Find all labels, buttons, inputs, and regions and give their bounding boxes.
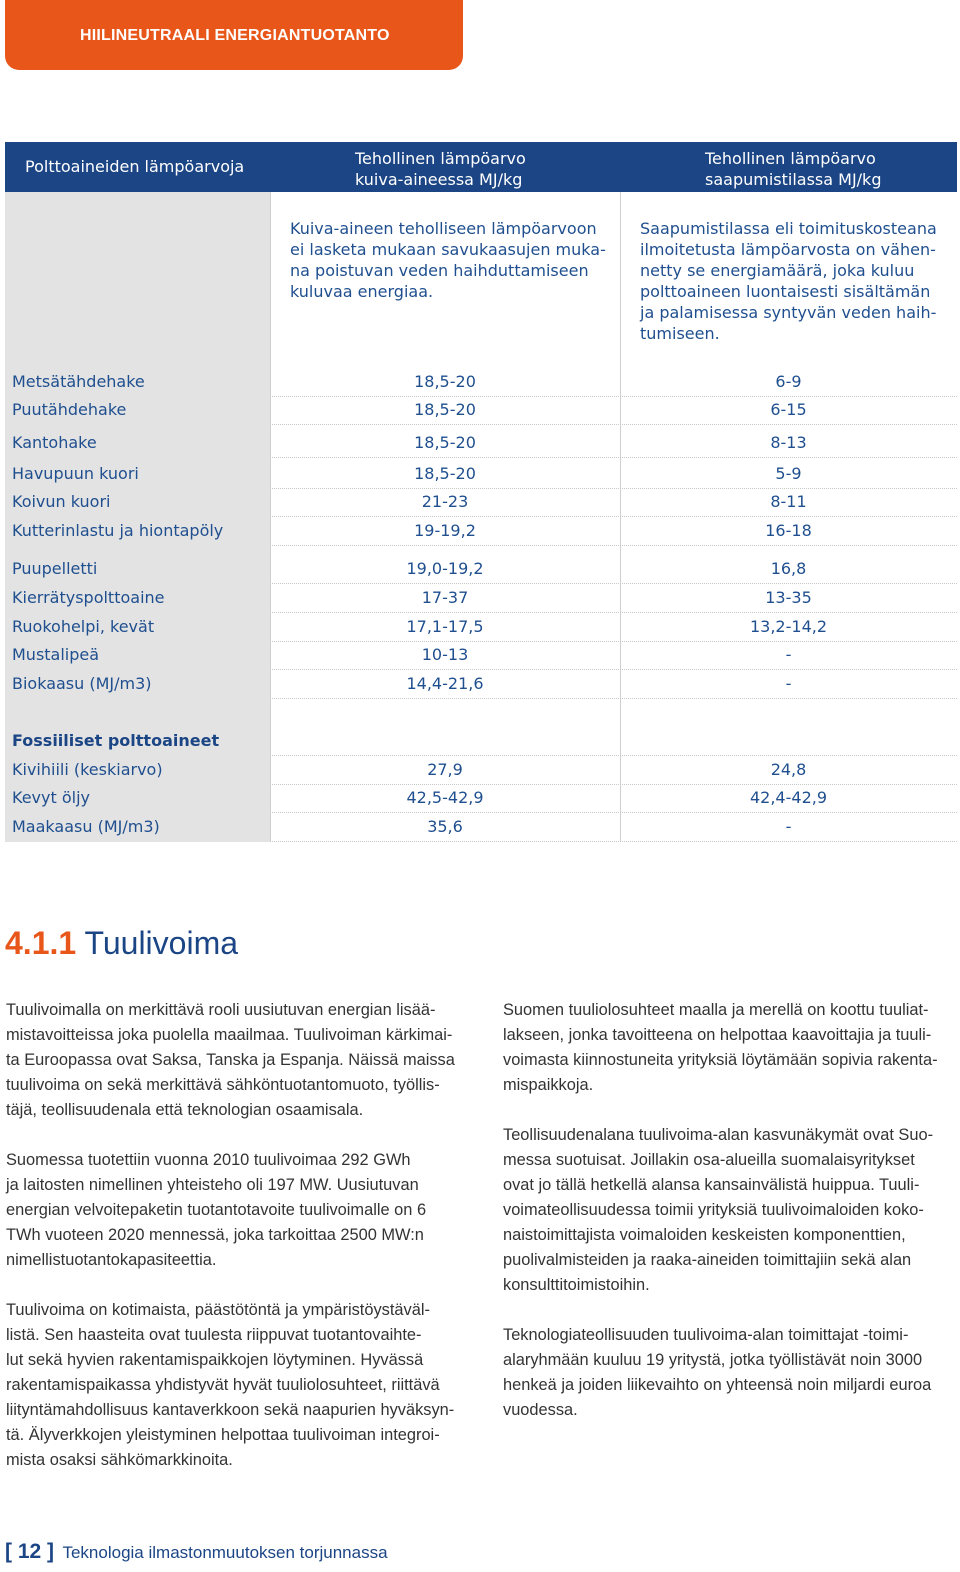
fuel-name: Puutähdehake	[12, 400, 127, 419]
paragraph: Tuulivoima on kotimaista, päästötöntä ja ympäristöystäväl- listä. Sen haasteita ovat tuulesta riippuvat tuotantovaihte- lut sekä hyvien rakentamispaikkojen löytyminen. Hyvässä rakentamispaikassa yhdistyvät hyvät tuuliolosuhteet, riittävä liityntämahdollisuus kantaverkkoon sekä naapurien hyväksyn- tä. Älyverkkojen yleistyminen helpottaa tuulivoiman integroi- mista osaksi sähkömarkkinoita.	[6, 1301, 455, 1469]
row-separator	[270, 457, 957, 458]
fuel-name: Kierrätyspolttoaine	[12, 588, 165, 607]
table-row	[5, 642, 957, 670]
table-row	[5, 461, 957, 489]
row-separator	[270, 612, 957, 613]
arrival-value: 16,8	[770, 559, 807, 578]
note-line: Saapumistilassa eli toimituskosteana	[640, 219, 937, 238]
note-line: kuluvaa energiaa.	[290, 282, 434, 301]
fuel-name: Koivun kuori	[12, 492, 111, 511]
row-separator	[270, 545, 957, 546]
page-number: [ 12 ]	[5, 1540, 55, 1563]
table-row	[5, 614, 957, 642]
table-row	[5, 785, 957, 813]
row-separator	[270, 583, 957, 584]
fuel-name: Havupuun kuori	[12, 464, 139, 483]
arrival-value: 13-35	[765, 588, 812, 607]
dry-value: 17,1-17,5	[406, 617, 484, 636]
dry-value: 18,5-20	[414, 464, 476, 483]
arrival-value: 42,4-42,9	[749, 788, 828, 807]
header-fuel: Polttoaineiden lämpöarvoja	[25, 157, 245, 176]
header-dry-line2: kuiva-aineessa MJ/kg	[355, 170, 523, 189]
section-tab: HIILINEUTRAALI ENERGIANTUOTANTO	[5, 0, 463, 70]
paragraph: Teollisuudenalana tuulivoima-alan kasvunäkymät ovat Suo- messa suotuisat. Joillakin osa-alueilla suomalaisyritykset ovat jo tällä hetkellä alansa kansainvälistä huippua. Tuuli- voimateollisuudessa toimii yrityksiä tuulivoimaloiden koko- naistoimittajista voimaloiden keskeisten komponenttien, puolivalmisteiden ja raaka-aineiden toimittajiin sekä alan konsulttitoimistoihin.	[503, 1126, 934, 1294]
arrival-value: -	[785, 645, 792, 664]
arrival-value: -	[785, 674, 792, 693]
arrival-value: 6-9	[775, 372, 802, 391]
dry-value: 21-23	[421, 492, 469, 511]
arrival-value: 8-11	[770, 492, 807, 511]
paragraph: Tuulivoimalla on merkittävä rooli uusiutuvan energian lisää- mistavoitteissa joka puolella maailmaa. Tuulivoiman kärkimai- ta Euroopassa ovat Saksa, Tanska ja Espanja. Näissä maissa tuulivoima on sekä merkittävä sähköntuotantomuoto, työllis- täjä, teollisuudenala että teknologian osaamisala.	[6, 1001, 455, 1119]
table-row	[5, 397, 957, 425]
section-title: Tuulivoima	[84, 925, 239, 961]
fuel-name: Mustalipeä	[12, 645, 100, 664]
arrival-value: 16-18	[765, 521, 812, 540]
arrival-value: 8-13	[770, 433, 807, 452]
fuel-name: Maakaasu (MJ/m3)	[12, 817, 160, 836]
arrival-value: 5-9	[775, 464, 802, 483]
fuel-name: Kutterinlastu ja hiontapöly	[12, 521, 224, 540]
dry-value: 18,5-20	[414, 372, 476, 391]
row-separator	[270, 755, 957, 756]
page-footer	[5, 1540, 388, 1564]
fuel-name: Biokaasu (MJ/m3)	[12, 674, 152, 693]
paragraph: Teknologiateollisuuden tuulivoima-alan toimittajat -toimi- alaryhmään kuuluu 19 yritystä, jotka työllistävät noin 3000 henkeä ja joiden liikevaihto on yhteensä noin miljardi euroa vuodessa.	[503, 1326, 932, 1419]
row-separator	[270, 698, 957, 699]
paragraph: Suomen tuuliolosuhteet maalla ja merellä on koottu tuuliat- lakseen, jonka tavoitteena on helpottaa kaavoittajia ja tuuli- voimasta kiinnostuneita yrityksiä löytämään sopivia rakenta- mispaikkoja.	[503, 1001, 938, 1094]
header-arrival-line2: saapumistilassa MJ/kg	[705, 170, 882, 189]
note-line: ja palamisessa syntyvän veden haih-	[640, 303, 937, 322]
fossil-heading: Fossiiliset polttoaineet	[12, 731, 220, 750]
arrival-value: -	[785, 817, 792, 836]
section-number: 4.1.1	[5, 925, 77, 961]
fuel-name: Kivihiili (keskiarvo)	[12, 760, 163, 779]
note-line: ei lasketa mukaan savukaasujen muka-	[290, 240, 606, 259]
note-line: tumiseen.	[640, 324, 720, 343]
arrival-value: 6-15	[770, 400, 807, 419]
header-arrival-line1: Tehollinen lämpöarvo	[705, 149, 876, 168]
fuel-name: Kantohake	[12, 433, 97, 452]
table-row	[5, 556, 957, 584]
row-separator	[270, 669, 957, 670]
header-dry-value	[355, 148, 526, 190]
table-row	[5, 518, 957, 546]
dry-value: 18,5-20	[414, 433, 476, 452]
table-row	[5, 585, 957, 613]
table-row	[5, 728, 957, 756]
table-row	[5, 757, 957, 785]
body-left-column	[6, 998, 456, 1498]
dry-value: 14,4-21,6	[406, 674, 484, 693]
note-line: Kuiva-aineen teholliseen lämpöarvoon	[290, 219, 597, 238]
fuel-name: Metsätähdehake	[12, 372, 145, 391]
note-line: ilmoitetusta lämpöarvosta on vähen-	[640, 240, 936, 259]
paragraph: Suomessa tuotettiin vuonna 2010 tuulivoimaa 292 GWh ja laitosten nimellinen yhteisteho oli 197 MW. Uusiutuvan energian velvoitepaketin tuotantotavoite tuulivoimalle on 6 TWh vuoteen 2020 mennessä, joka tarkoittaa 2500 MW:n nimellistuotantokapasiteettia.	[6, 1151, 427, 1269]
dry-value: 19-19,2	[414, 521, 476, 540]
publication-title: Teknologia ilmastonmuutoksen torjunnassa	[62, 1543, 388, 1562]
section-heading	[5, 925, 238, 962]
fuel-name: Ruokohelpi, kevät	[12, 617, 155, 636]
arrival-value: 13,2-14,2	[749, 617, 828, 636]
row-separator	[270, 516, 957, 517]
table-row	[5, 671, 957, 699]
header-arrival-value	[705, 148, 881, 190]
table-row	[5, 489, 957, 517]
note-arrival-value	[640, 218, 937, 344]
fuel-name: Puupelletti	[12, 559, 98, 578]
dry-value: 18,5-20	[414, 400, 476, 419]
table-row	[5, 430, 957, 458]
row-separator	[270, 812, 957, 813]
note-line: na poistuvan veden haihduttamiseen	[290, 261, 589, 280]
dry-value: 27,9	[427, 760, 463, 779]
table-header	[5, 142, 957, 192]
fuel-name: Kevyt öljy	[12, 788, 90, 807]
header-dry-line1: Tehollinen lämpöarvo	[355, 149, 526, 168]
note-dry-value	[290, 218, 606, 302]
dry-value: 35,6	[427, 817, 463, 836]
dry-value: 42,5-42,9	[406, 788, 484, 807]
row-separator	[270, 424, 957, 425]
table-row	[5, 814, 957, 842]
dry-value: 10-13	[421, 645, 469, 664]
dry-value: 17-37	[421, 588, 469, 607]
note-line: polttoaineen luontaisesti sisältämän	[640, 282, 931, 301]
body-right-column	[503, 998, 953, 1448]
arrival-value: 24,8	[770, 760, 807, 779]
row-separator	[270, 841, 957, 842]
note-line: netty se energiamäärä, joka kuluu	[640, 261, 915, 280]
table-row	[5, 369, 957, 397]
dry-value: 19,0-19,2	[406, 559, 484, 578]
